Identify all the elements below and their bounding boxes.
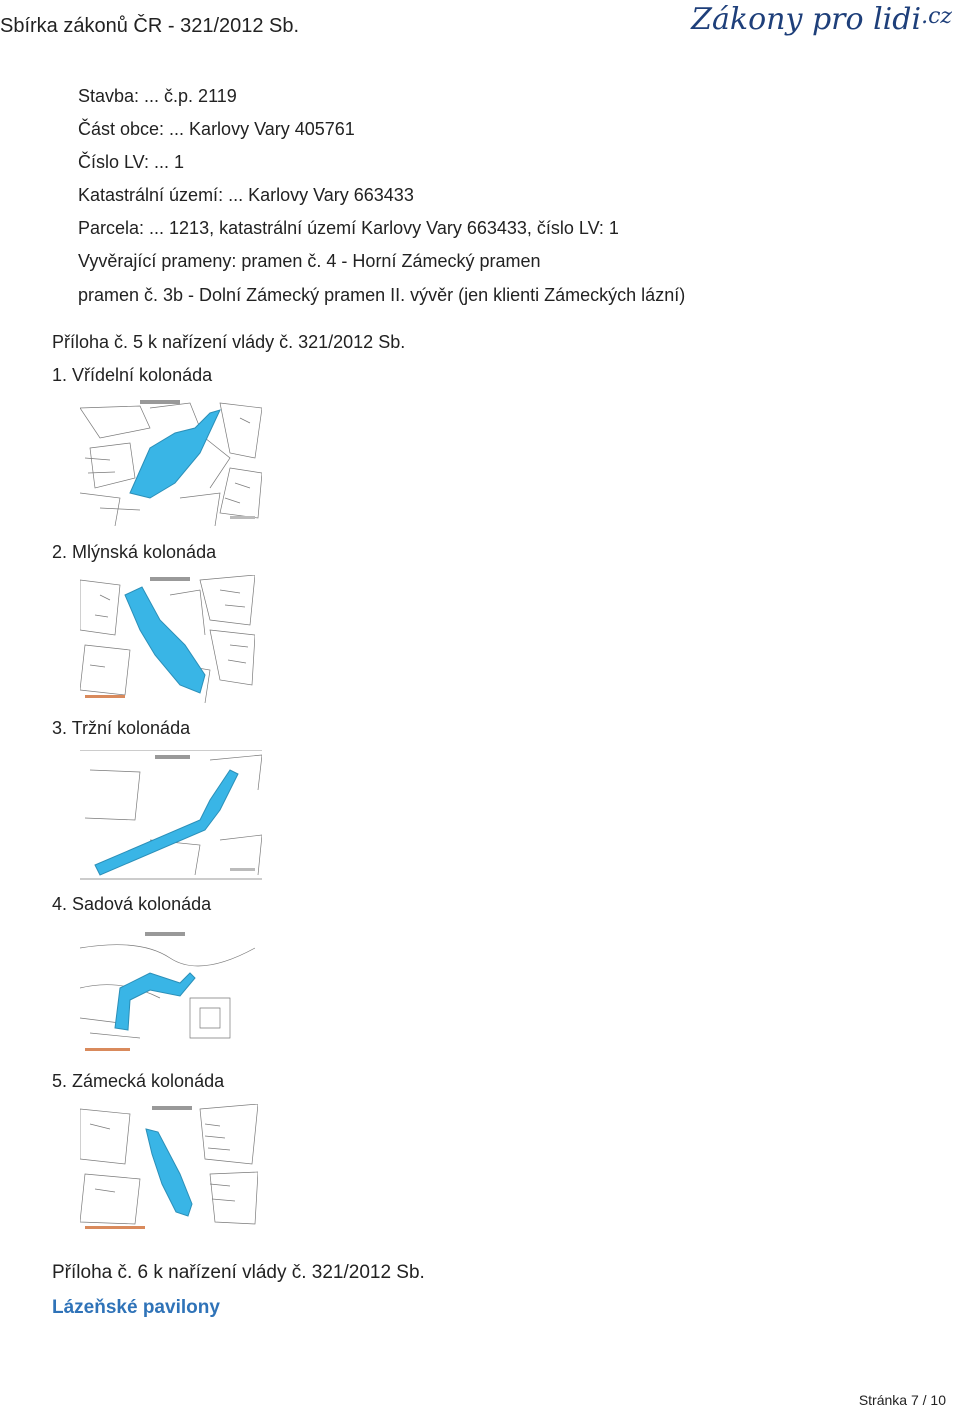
detail-vyverajici-prameny: Vyvěrající prameny: pramen č. 4 - Horní Zámecký pramen xyxy=(78,251,541,271)
annex5-item-2: 2. Mlýnská kolonáda xyxy=(52,542,217,562)
zakony-pro-lidi-logo[interactable] xyxy=(691,2,952,37)
logo-text: Zákony pro lidi xyxy=(691,2,922,37)
detail-katastralni-uzemi: Katastrální území: ... Karlovy Vary 663433 xyxy=(78,185,414,205)
detail-pramen-3b: pramen č. 3b - Dolní Zámecký pramen II. vývěr (jen klienti Zámeckých lázní) xyxy=(78,285,686,305)
detail-parcela: Parcela: ... 1213, katastrální území Karlovy Vary 663433, číslo LV: 1 xyxy=(78,218,619,238)
logo-tld: .cz xyxy=(921,4,952,29)
annex5-item-4: 4. Sadová kolonáda xyxy=(52,894,212,914)
map-sadova-kolonada xyxy=(80,928,255,1056)
detail-cislo-lv: Číslo LV: ... 1 xyxy=(78,152,185,172)
map-trzni-kolonada xyxy=(80,750,262,880)
detail-cast-obce: Část obce: ... Karlovy Vary 405761 xyxy=(78,119,355,139)
annex5-item-3: 3. Tržní kolonáda xyxy=(52,718,191,738)
annex5-item-5: 5. Zámecká kolonáda xyxy=(52,1071,225,1091)
page-number: Stránka 7 / 10 xyxy=(858,1392,946,1408)
annex6-heading: Lázeňské pavilony xyxy=(52,1297,220,1318)
document-header-title: Sbírka zákonů ČR - 321/2012 Sb. xyxy=(0,15,300,37)
map-zamecka-kolonada xyxy=(80,1104,258,1232)
annex6-title: Příloha č. 6 k nařízení vlády č. 321/2012 Sb. xyxy=(52,1262,425,1283)
map-mlynska-kolonada xyxy=(80,575,255,703)
annex5-title: Příloha č. 5 k nařízení vlády č. 321/2012 Sb. xyxy=(52,332,406,352)
annex5-item-1: 1. Vřídelní kolonáda xyxy=(52,365,213,385)
map-vridelni-kolonada xyxy=(80,398,262,526)
detail-stavba: Stavba: ... č.p. 2119 xyxy=(78,86,237,106)
